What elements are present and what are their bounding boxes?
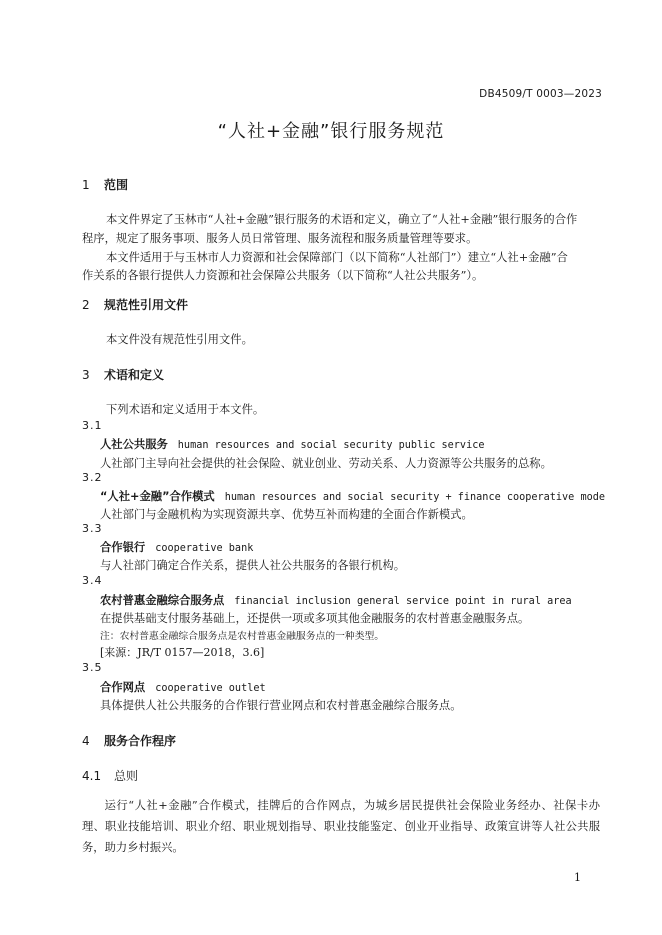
section-number: 2 — [82, 298, 90, 312]
subsection-title: 总则 — [114, 769, 139, 783]
term-heading — [100, 488, 605, 504]
scope-paragraph-1-line-2: 程序，规定了服务事项、服务人员日常管理、服务流程和服务质量管理等要求。 — [82, 232, 478, 245]
page-number: 1 — [574, 871, 581, 884]
section-number: 3 — [82, 368, 90, 382]
term-zh: 合作银行 — [100, 541, 146, 554]
term-heading — [100, 539, 253, 555]
term-zh: “人社+金融”合作模式 — [100, 490, 215, 503]
term-definition: 在提供基础支付服务基础上，还提供一项或多项其他金融服务的农村普惠金融服务点。 — [100, 612, 530, 625]
term-number: 3.3 — [82, 522, 103, 535]
document-title: “人社+金融”银行服务规范 — [217, 121, 445, 142]
scope-paragraph-2-line-2: 作关系的各银行提供人力资源和社会保障公共服务（以下简称“人社公共服务”）。 — [82, 269, 484, 282]
terms-intro: 下列术语和定义适用于本文件。 — [106, 403, 265, 416]
document-number: DB4509/T 0003—2023 — [479, 88, 602, 100]
term-definition: 人社部门主导向社会提供的社会保险、就业创业、劳动关系、人力资源等公共服务的总称。 — [100, 457, 552, 470]
section-number: 1 — [82, 178, 90, 192]
scope-paragraph-1-line-1: 本文件界定了玉林市“人社+金融”银行服务的术语和定义，确立了“人社+金融”银行服务的合作 — [106, 213, 578, 226]
term-zh: 农村普惠金融综合服务点 — [100, 594, 225, 607]
scope-paragraph-2-line-1: 本文件适用于与玉林市人力资源和社会保障部门（以下简称“人社部门”）建立“人社+金融”合 — [106, 251, 568, 264]
term-zh: 合作网点 — [100, 681, 146, 694]
term-number: 3.2 — [82, 471, 103, 484]
term-en: human resources and social security public service — [177, 440, 485, 451]
term-en: cooperative outlet — [155, 683, 266, 694]
term-number: 3.1 — [82, 419, 103, 432]
section-2-heading — [82, 296, 188, 313]
section-4-heading — [82, 732, 176, 749]
term-heading — [100, 592, 572, 608]
term-number: 3.4 — [82, 574, 103, 587]
general-principles-paragraph: 运行“人社+金融”合作模式，挂牌后的合作网点，为城乡居民提供社会保险业务经办、社保卡办理、职业技能培训、职业介绍、职业规划指导、职业技能鉴定、创业开业指导、政策宣讲等人社公共服务，助力乡村振兴。 — [82, 799, 600, 854]
term-en: financial inclusion general service point in rural area — [234, 596, 572, 607]
normative-references-text: 本文件没有规范性引用文件。 — [106, 333, 253, 346]
section-number: 4 — [82, 734, 90, 748]
term-definition: 具体提供人社公共服务的合作银行营业网点和农村普惠金融综合服务点。 — [100, 699, 462, 712]
term-zh: 人社公共服务 — [100, 438, 168, 451]
term-definition: 与人社部门确定合作关系，提供人社公共服务的各银行机构。 — [100, 559, 406, 572]
subsection-number: 4.1 — [82, 769, 102, 783]
term-number: 3.5 — [82, 661, 103, 674]
section-title: 规范性引用文件 — [104, 298, 189, 312]
section-title: 范围 — [104, 178, 129, 192]
subsection-4-1-heading — [82, 767, 138, 784]
term-definition: 人社部门与金融机构为实现资源共享、优势互补而构建的全面合作新模式。 — [100, 508, 473, 521]
term-heading — [100, 679, 266, 695]
term-en: human resources and social security + finance cooperative mode — [224, 492, 605, 503]
section-3-heading — [82, 366, 164, 383]
term-source: [来源：JR/T 0157—2018，3.6] — [100, 646, 265, 659]
section-1-heading — [82, 176, 128, 193]
section-title: 术语和定义 — [104, 368, 165, 382]
section-title: 服务合作程序 — [104, 734, 177, 748]
term-heading — [100, 436, 484, 452]
term-en: cooperative bank — [155, 543, 254, 554]
term-note: 注：农村普惠金融综合服务点是农村普惠金融服务点的一种类型。 — [100, 631, 385, 642]
